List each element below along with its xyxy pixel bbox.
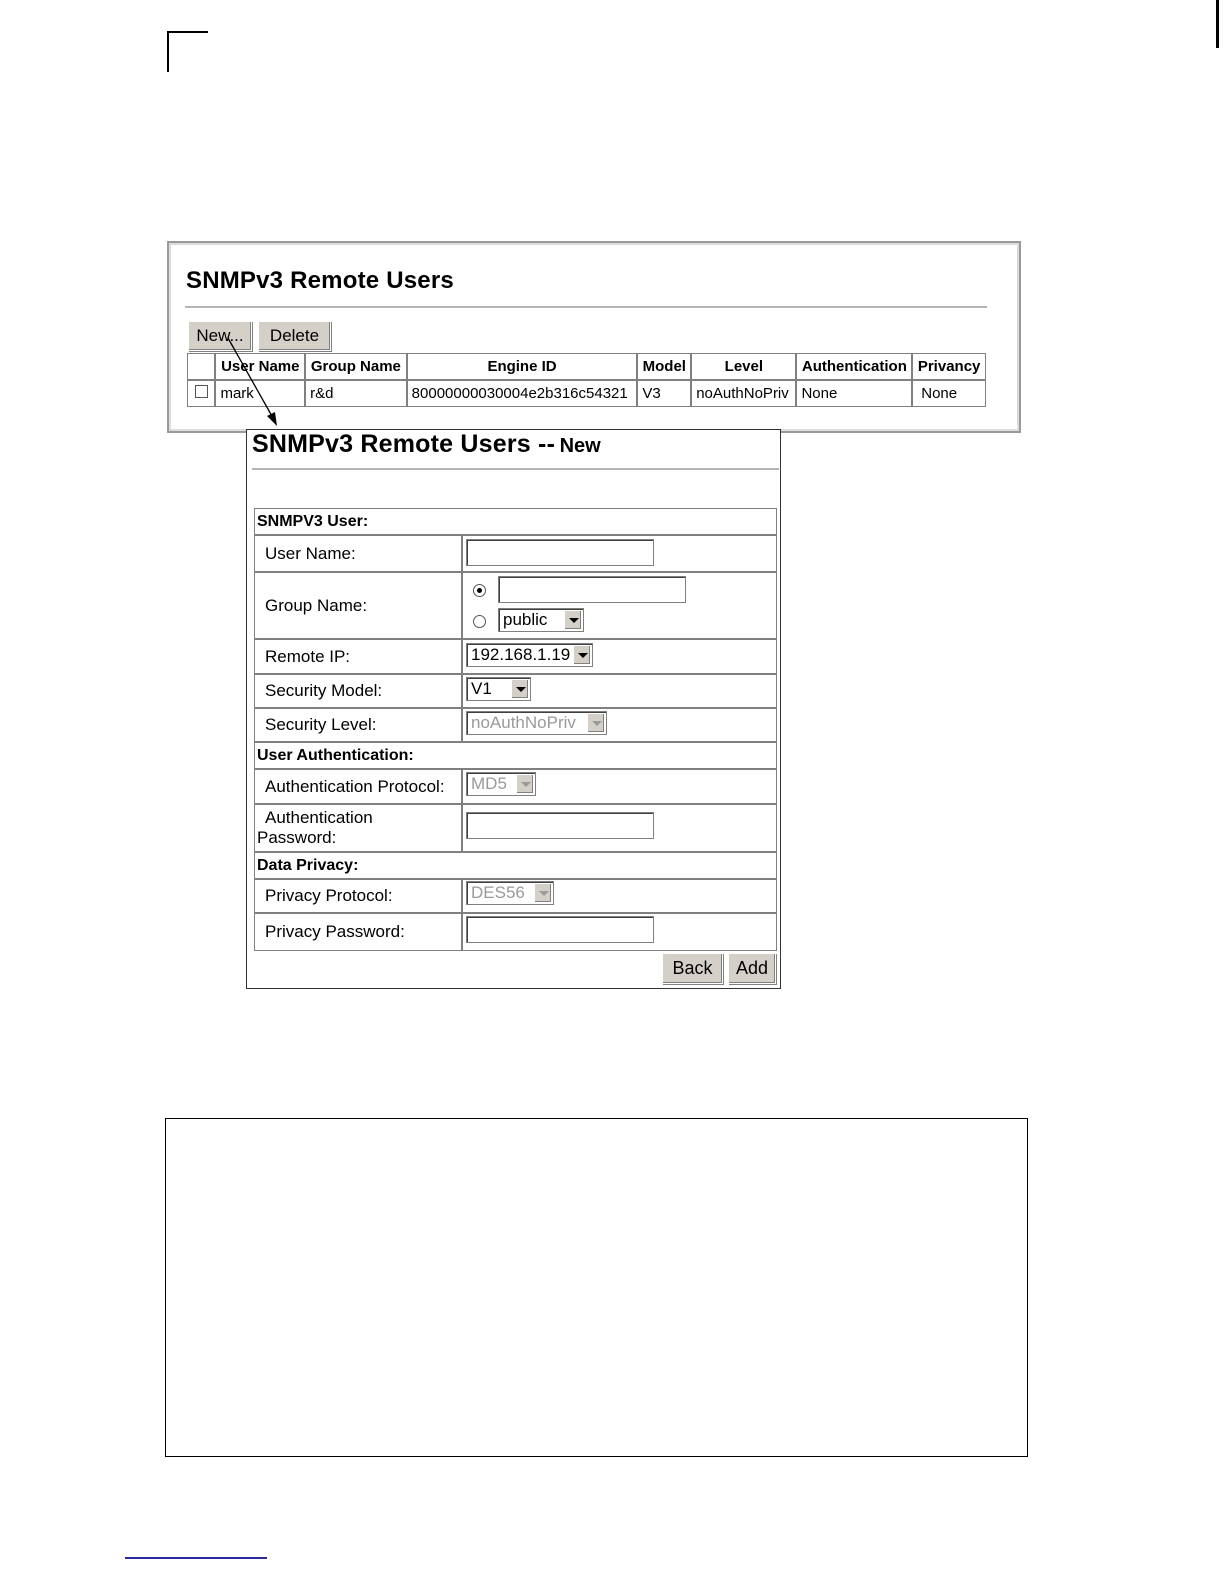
authentication-cell: None — [796, 380, 912, 407]
auth-protocol-label: Authentication Protocol: — [254, 769, 462, 804]
arrow-head-icon — [267, 412, 277, 426]
privacy-cell: None — [912, 380, 986, 407]
section-snmpv3-user: SNMPV3 User: — [254, 508, 777, 535]
auth-password-label-line1: Authentication — [265, 808, 373, 827]
section-data-privacy: Data Privacy: — [254, 852, 777, 879]
group-name-cell: r&d — [305, 380, 407, 407]
add-button[interactable]: Add — [728, 953, 776, 984]
group-name-select-value: public — [503, 610, 548, 629]
form-title-main: SNMPv3 Remote Users -- — [252, 430, 556, 458]
back-button[interactable]: Back — [662, 953, 723, 984]
column-header: Privancy — [912, 353, 986, 380]
page-title: SNMPv3 Remote Users — [186, 267, 454, 294]
privacy-protocol-value: DES56 — [471, 883, 525, 902]
model-cell: V3 — [637, 380, 691, 407]
form-title-suffix: New — [559, 435, 601, 457]
privacy-password-label: Privacy Password: — [254, 913, 462, 951]
section-user-authentication: User Authentication: — [254, 742, 777, 769]
callout-arrow-line — [228, 338, 273, 418]
privacy-protocol-label: Privacy Protocol: — [254, 879, 462, 913]
user-name-label: User Name: — [254, 535, 462, 572]
user-name-cell: mark — [215, 380, 305, 407]
column-header: Group Name — [305, 353, 407, 380]
column-header: Model — [637, 353, 691, 380]
auth-password-label-line2: Password: — [257, 828, 337, 847]
engine-id-cell: 80000000030004e2b316c54321 — [407, 380, 638, 407]
security-level-value: noAuthNoPriv — [471, 713, 576, 732]
security-level-label: Security Level: — [254, 708, 462, 742]
remote-ip-label: Remote IP: — [254, 639, 462, 674]
column-header: Level — [691, 353, 796, 380]
footer-rule — [125, 1557, 267, 1559]
group-name-label: Group Name: — [254, 572, 462, 639]
auth-protocol-value: MD5 — [471, 774, 507, 793]
new-button[interactable]: New... — [188, 321, 252, 351]
delete-button[interactable]: Delete — [258, 321, 331, 351]
column-header: User Name — [215, 353, 305, 380]
column-header: Engine ID — [407, 353, 638, 380]
security-model-label: Security Model: — [254, 674, 462, 708]
remote-ip-value: 192.168.1.19 — [471, 645, 571, 664]
empty-content-box — [165, 1118, 1028, 1457]
level-cell: noAuthNoPriv — [691, 380, 796, 407]
security-model-value: V1 — [471, 679, 492, 698]
column-header: Authentication — [796, 353, 912, 380]
